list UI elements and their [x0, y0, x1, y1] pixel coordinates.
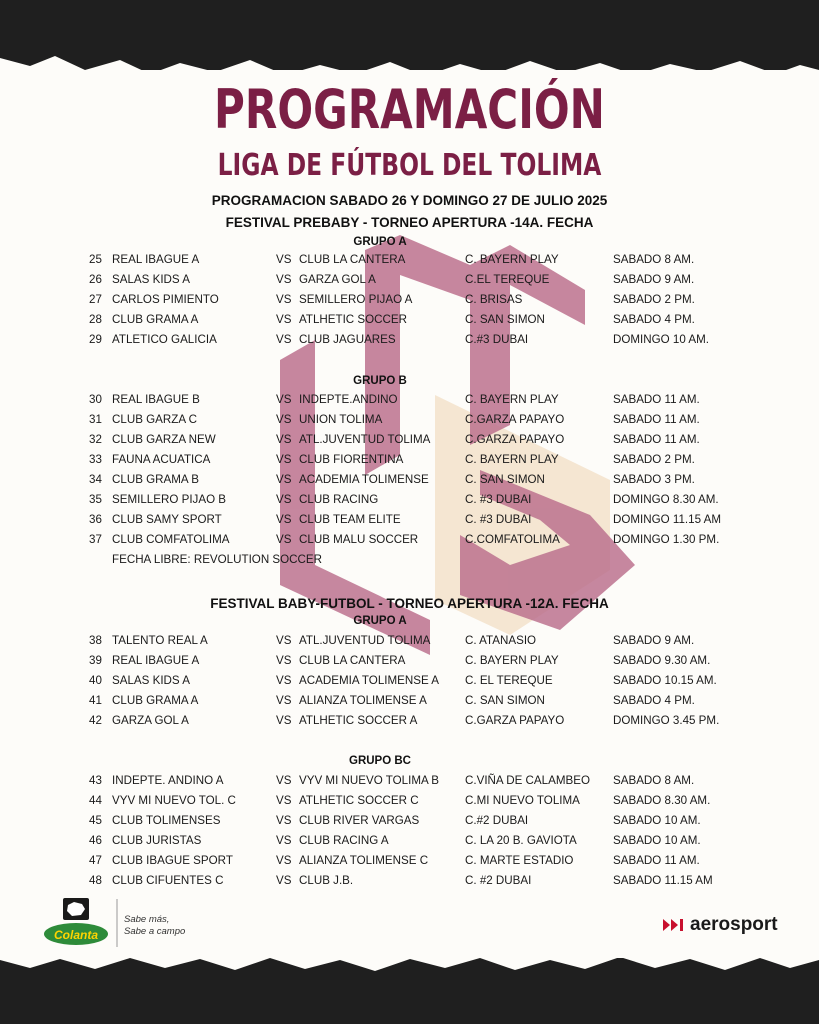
vs-label: VS: [276, 453, 292, 466]
match-number: 45: [89, 814, 102, 827]
venue: C.VIÑA DE CALAMBEO: [465, 774, 590, 787]
match-time: SABADO 8.30 AM.: [613, 794, 711, 807]
aerosport-wordmark: aerosport: [690, 914, 778, 935]
match-number: 39: [89, 654, 102, 667]
away-team: CLUB TEAM ELITE: [299, 513, 401, 526]
match-row: [0, 453, 819, 473]
venue: C. #3 DUBAI: [465, 493, 532, 506]
match-number: 29: [89, 333, 102, 346]
match-time: DOMINGO 8.30 AM.: [613, 493, 719, 506]
venue: C.COMFATOLIMA: [465, 533, 560, 546]
match-row: [0, 413, 819, 433]
match-number: 26: [89, 273, 102, 286]
vs-label: VS: [276, 433, 292, 446]
match-row: [0, 634, 819, 654]
away-team: ALIANZA TOLIMENSE A: [299, 694, 427, 707]
vs-label: VS: [276, 513, 292, 526]
match-number: 25: [89, 253, 102, 266]
venue: C. BAYERN PLAY: [465, 453, 559, 466]
match-time: SABADO 4 PM.: [613, 313, 695, 326]
group-title: GRUPO A: [353, 615, 407, 627]
colanta-tagline-1: Sabe más,: [124, 914, 170, 925]
colanta-wordmark: Colanta: [53, 928, 98, 942]
match-time: SABADO 10 AM.: [613, 834, 701, 847]
away-team: CLUB RACING A: [299, 834, 389, 847]
match-time: SABADO 9.30 AM.: [613, 654, 711, 667]
home-team: INDEPTE. ANDINO A: [112, 774, 224, 787]
vs-label: VS: [276, 393, 292, 406]
match-time: SABADO 11 AM.: [613, 413, 700, 426]
match-time: SABADO 8 AM.: [613, 253, 695, 266]
vs-label: VS: [276, 674, 292, 687]
match-time: SABADO 11 AM.: [613, 433, 700, 446]
venue: C. #2 DUBAI: [465, 874, 532, 887]
colanta-tagline-2: Sabe a campo: [124, 926, 186, 937]
vs-label: VS: [276, 413, 292, 426]
vs-label: VS: [276, 654, 292, 667]
venue: C.GARZA PAPAYO: [465, 714, 565, 727]
match-number: 33: [89, 453, 102, 466]
venue: C. BAYERN PLAY: [465, 393, 559, 406]
match-time: DOMINGO 3.45 PM.: [613, 714, 720, 727]
match-number: 38: [89, 634, 102, 647]
section-title: FESTIVAL PREBABY - TORNEO APERTURA -14A. FECHA: [225, 215, 594, 230]
match-time: DOMINGO 10 AM.: [613, 333, 709, 346]
match-time: SABADO 11 AM.: [613, 393, 700, 406]
home-team: CARLOS PIMIENTO: [112, 293, 219, 306]
away-team: CLUB LA CANTERA: [299, 253, 406, 266]
away-team: ATLHETIC SOCCER A: [299, 714, 418, 727]
venue: C. LA 20 B. GAVIOTA: [465, 834, 577, 847]
match-number: 32: [89, 433, 102, 446]
vs-label: VS: [276, 794, 292, 807]
home-team: CLUB IBAGUE SPORT: [112, 854, 233, 867]
vs-label: VS: [276, 774, 292, 787]
vs-label: VS: [276, 313, 292, 326]
vs-label: VS: [276, 874, 292, 887]
home-team: REAL IBAGUE A: [112, 654, 200, 667]
match-time: SABADO 4 PM.: [613, 694, 695, 707]
match-row: [0, 774, 819, 794]
away-team: ATLHETIC SOCCER C: [299, 794, 419, 807]
away-team: INDEPTE.ANDINO: [299, 393, 398, 406]
vs-label: VS: [276, 714, 292, 727]
match-time: SABADO 11.15 AM: [613, 874, 713, 887]
match-number: 40: [89, 674, 102, 687]
match-row: [0, 674, 819, 694]
schedule-dates: PROGRAMACION SABADO 26 Y DOMINGO 27 DE JULIO 2025: [211, 193, 608, 208]
venue: C.#2 DUBAI: [465, 814, 529, 827]
home-team: CLUB GRAMA A: [112, 694, 199, 707]
match-number: 44: [89, 794, 102, 807]
match-row: [0, 533, 819, 553]
away-team: CLUB LA CANTERA: [299, 654, 406, 667]
away-team: ATLHETIC SOCCER: [299, 313, 408, 326]
away-team: ALIANZA TOLIMENSE C: [299, 854, 429, 867]
match-number: 27: [89, 293, 102, 306]
vs-label: VS: [276, 854, 292, 867]
match-number: 48: [89, 874, 102, 887]
away-team: ACADEMIA TOLIMENSE: [299, 473, 429, 486]
match-time: DOMINGO 1.30 PM.: [613, 533, 720, 546]
vs-label: VS: [276, 253, 292, 266]
match-time: SABADO 2 PM.: [613, 293, 695, 306]
home-team: CLUB GARZA NEW: [112, 433, 216, 446]
home-team: SALAS KIDS A: [112, 674, 190, 687]
section-title: FESTIVAL BABY-FUTBOL - TORNEO APERTURA -12A. FECHA: [210, 596, 609, 611]
match-number: 46: [89, 834, 102, 847]
venue: C.EL TEREQUE: [465, 273, 550, 286]
bye-note: FECHA LIBRE: REVOLUTION SOCCER: [112, 553, 323, 566]
aerosport-sponsor: [663, 914, 778, 936]
match-time: SABADO 10 AM.: [613, 814, 701, 827]
match-number: 41: [89, 694, 102, 707]
venue: C. BAYERN PLAY: [465, 253, 559, 266]
match-number: 31: [89, 413, 102, 426]
match-row: [0, 253, 819, 273]
away-team: UNION TOLIMA: [299, 413, 383, 426]
match-number: 37: [89, 533, 102, 546]
vs-label: VS: [276, 293, 292, 306]
colanta-logo: [44, 897, 194, 951]
home-team: ATLETICO GALICIA: [112, 333, 217, 346]
match-time: SABADO 11 AM.: [613, 854, 700, 867]
group-title: GRUPO BC: [349, 755, 411, 767]
match-number: 34: [89, 473, 102, 486]
away-team: ATL.JUVENTUD TOLIMA: [299, 433, 431, 446]
match-row: [0, 834, 819, 854]
page-title: PROGRAMACIÓN: [214, 78, 605, 141]
match-row: [0, 313, 819, 333]
match-number: 43: [89, 774, 102, 787]
venue: C. SAN SIMON: [465, 694, 545, 707]
away-team: GARZA GOL A: [299, 273, 376, 286]
home-team: CLUB JURISTAS: [112, 834, 202, 847]
colanta-sponsor: [44, 897, 194, 956]
match-time: SABADO 3 PM.: [613, 473, 695, 486]
match-time: SABADO 9 AM.: [613, 273, 695, 286]
match-row: [0, 854, 819, 874]
match-row: [0, 694, 819, 714]
home-team: REAL IBAGUE A: [112, 253, 200, 266]
home-team: VYV MI NUEVO TOL. C: [112, 794, 236, 807]
venue: C. MARTE ESTADIO: [465, 854, 574, 867]
away-team: CLUB MALU SOCCER: [299, 533, 419, 546]
match-number: 47: [89, 854, 102, 867]
match-time: SABADO 8 AM.: [613, 774, 695, 787]
venue: C.GARZA PAPAYO: [465, 433, 565, 446]
home-team: SEMILLERO PIJAO B: [112, 493, 227, 506]
venue: C. EL TEREQUE: [465, 674, 553, 687]
venue: C.GARZA PAPAYO: [465, 413, 565, 426]
vs-label: VS: [276, 273, 292, 286]
away-team: VYV MI NUEVO TOLIMA B: [299, 774, 440, 787]
venue: C. ATANASIO: [465, 634, 537, 647]
home-team: CLUB SAMY SPORT: [112, 513, 222, 526]
match-row: [0, 293, 819, 313]
vs-label: VS: [276, 634, 292, 647]
vs-label: VS: [276, 333, 292, 346]
match-row: [0, 433, 819, 453]
match-row: [0, 393, 819, 413]
play-arrows-icon: [663, 918, 689, 932]
match-row: [0, 874, 819, 894]
match-row: [0, 654, 819, 674]
match-number: 28: [89, 313, 102, 326]
home-team: CLUB GRAMA B: [112, 473, 199, 486]
away-team: CLUB JAGUARES: [299, 333, 396, 346]
vs-label: VS: [276, 473, 292, 486]
match-time: SABADO 2 PM.: [613, 453, 695, 466]
vs-label: VS: [276, 834, 292, 847]
match-row: [0, 473, 819, 493]
match-row: [0, 493, 819, 513]
match-number: 36: [89, 513, 102, 526]
away-team: CLUB J.B.: [299, 874, 354, 887]
venue: C. SAN SIMON: [465, 473, 545, 486]
page-subtitle: LIGA DE FÚTBOL DEL TOLIMA: [217, 148, 602, 183]
match-number: 30: [89, 393, 102, 406]
home-team: SALAS KIDS A: [112, 273, 190, 286]
match-row: [0, 714, 819, 734]
match-row: [0, 273, 819, 293]
match-time: DOMINGO 11.15 AM: [613, 513, 722, 526]
match-time: SABADO 10.15 AM.: [613, 674, 717, 687]
away-team: SEMILLERO PIJAO A: [299, 293, 413, 306]
vs-label: VS: [276, 694, 292, 707]
match-row: [0, 814, 819, 834]
group-title: GRUPO B: [353, 375, 407, 387]
home-team: FAUNA ACUATICA: [112, 453, 211, 466]
home-team: CLUB GRAMA A: [112, 313, 199, 326]
venue: C. BRISAS: [465, 293, 523, 306]
home-team: GARZA GOL A: [112, 714, 189, 727]
home-team: CLUB GARZA C: [112, 413, 198, 426]
match-number: 35: [89, 493, 102, 506]
match-number: 42: [89, 714, 102, 727]
vs-label: VS: [276, 814, 292, 827]
away-team: CLUB FIORENTINA: [299, 453, 404, 466]
home-team: CLUB COMFATOLIMA: [112, 533, 230, 546]
away-team: CLUB RIVER VARGAS: [299, 814, 420, 827]
match-row: [0, 794, 819, 814]
venue: C. #3 DUBAI: [465, 513, 532, 526]
venue: C. BAYERN PLAY: [465, 654, 559, 667]
match-time: SABADO 9 AM.: [613, 634, 695, 647]
venue: C.#3 DUBAI: [465, 333, 529, 346]
home-team: REAL IBAGUE B: [112, 393, 200, 406]
vs-label: VS: [276, 533, 292, 546]
away-team: ACADEMIA TOLIMENSE A: [299, 674, 440, 687]
away-team: CLUB RACING: [299, 493, 379, 506]
away-team: ATL.JUVENTUD TOLIMA: [299, 634, 431, 647]
home-team: CLUB CIFUENTES C: [112, 874, 224, 887]
vs-label: VS: [276, 493, 292, 506]
venue: C. SAN SIMON: [465, 313, 545, 326]
home-team: TALENTO REAL A: [112, 634, 208, 647]
group-title: GRUPO A: [353, 236, 407, 248]
match-row: [0, 513, 819, 533]
match-row: [0, 333, 819, 353]
home-team: CLUB TOLIMENSES: [112, 814, 221, 827]
venue: C.MI NUEVO TOLIMA: [465, 794, 580, 807]
